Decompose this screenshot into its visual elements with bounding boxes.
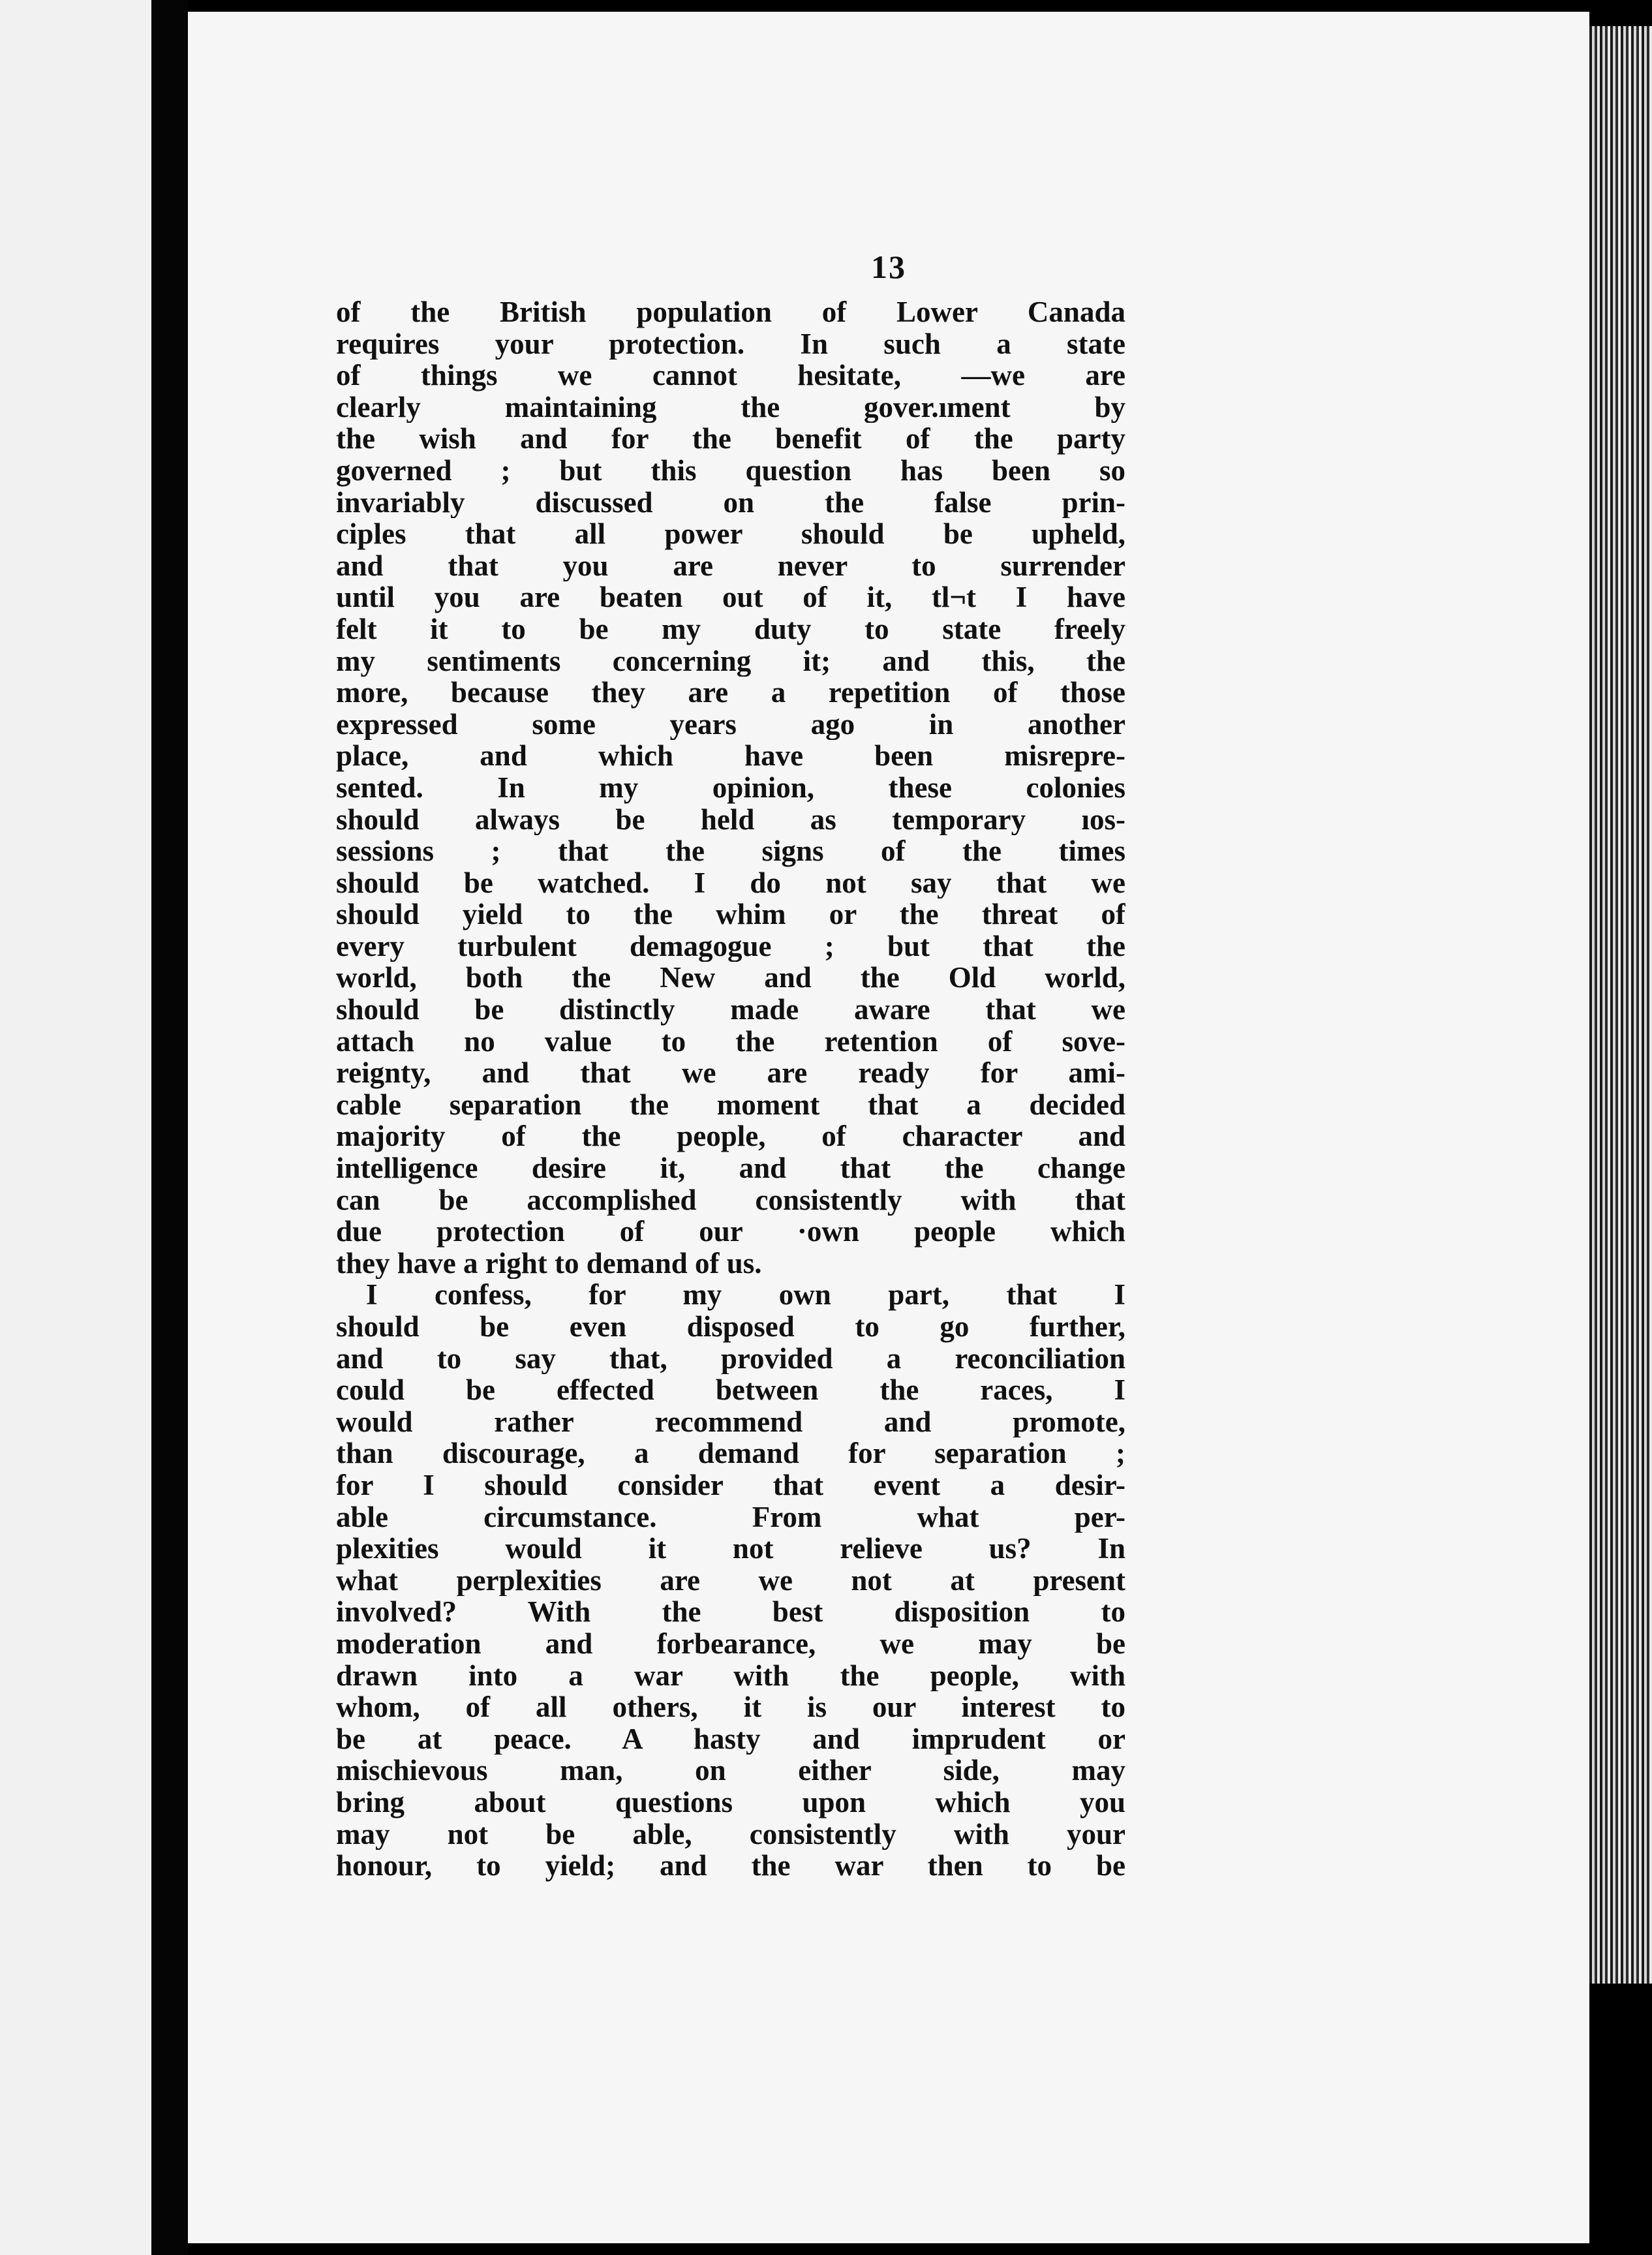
page-number: 13 — [871, 249, 906, 285]
text-line: of things we cannot hesitate, —we are — [336, 360, 1125, 391]
text-line: reignty, and that we are ready for ami- — [336, 1057, 1125, 1089]
text-line: felt it to be my duty to state freely — [336, 613, 1125, 645]
text-line: can be accomplished consistently with that — [336, 1184, 1125, 1216]
text-line: whom, of all others, it is our interest to — [336, 1691, 1125, 1723]
book-gutter — [151, 0, 188, 2255]
text-line: moderation and forbearance, we may be — [336, 1627, 1125, 1660]
text-line: world, both the New and the Old world, — [336, 962, 1125, 994]
text-line: mischievous man, on either side, may — [336, 1755, 1125, 1787]
text-line: majority of the people, of character and — [336, 1120, 1125, 1153]
text-line: honour, to yield; and the war then to be — [336, 1850, 1125, 1882]
text-line: every turbulent demagogue ; but that the — [336, 930, 1125, 962]
paragraph-start-line: I confess, for my own part, that I — [366, 1279, 1125, 1311]
text-line: and to say that, provided a reconciliation — [336, 1342, 1125, 1375]
text-line: of the British population of Lower Canada — [336, 296, 1125, 328]
text-line: governed ; but this question has been so — [336, 454, 1125, 487]
text-line: attach no value to the retention of sove- — [336, 1025, 1125, 1058]
text-line: until you are beaten out of it, tl¬t I have — [336, 581, 1125, 613]
paragraph-end-line: they have a right to demand of us. — [336, 1247, 762, 1280]
text-line: clearly maintaining the gover.ıment by — [336, 391, 1125, 423]
text-line: invariably discussed on the false prin- — [336, 486, 1125, 519]
text-line: what perplexities are we not at present — [336, 1564, 1125, 1597]
text-line: and that you are never to surrender — [336, 549, 1125, 582]
text-line: sessions ; that the signs of the times — [336, 835, 1125, 867]
body-text — [336, 296, 1125, 1882]
text-line: the wish and for the benefit of the party — [336, 423, 1125, 455]
stacked-page-edges — [1589, 26, 1652, 1984]
text-line: should be even disposed to go further, — [336, 1311, 1125, 1343]
text-line: bring about questions upon which you — [336, 1786, 1125, 1818]
text-line: involved? With the best disposition to — [336, 1596, 1125, 1628]
text-line: could be effected between the races, I — [336, 1374, 1125, 1406]
text-line: for I should consider that event a desir- — [336, 1469, 1125, 1501]
text-line: should always be held as temporary ıos- — [336, 803, 1125, 836]
previous-page-edge — [0, 0, 151, 2255]
text-line: more, because they are a repetition of those — [336, 677, 1125, 709]
text-line: should yield to the whim or the threat of — [336, 898, 1125, 930]
text-line: due protection of our ·own people which — [336, 1216, 1125, 1248]
text-line: intelligence desire it, and that the change — [336, 1152, 1125, 1184]
text-line: place, and which have been misrepre- — [336, 740, 1125, 772]
text-line: ciples that all power should be upheld, — [336, 518, 1125, 550]
text-line: than discourage, a demand for separation ; — [336, 1437, 1125, 1469]
text-line: should be watched. I do not say that we — [336, 867, 1125, 899]
text-line: may not be able, consistently with your — [336, 1818, 1125, 1850]
text-line: drawn into a war with the people, with — [336, 1659, 1125, 1692]
text-line: sented. In my opinion, these colonies — [336, 771, 1125, 804]
text-line: would rather recommend and promote, — [336, 1405, 1125, 1438]
text-line: be at peace. A hasty and imprudent or — [336, 1723, 1125, 1755]
text-line: cable separation the moment that a decided — [336, 1088, 1125, 1121]
text-line: plexities would it not relieve us? In — [336, 1533, 1125, 1565]
text-line: expressed some years ago in another — [336, 708, 1125, 741]
text-line: able circumstance. From what per- — [336, 1501, 1125, 1533]
text-line: should be distinctly made aware that we — [336, 994, 1125, 1026]
text-line: requires your protection. In such a state — [336, 328, 1125, 360]
text-line: my sentiments concerning it; and this, the — [336, 645, 1125, 677]
